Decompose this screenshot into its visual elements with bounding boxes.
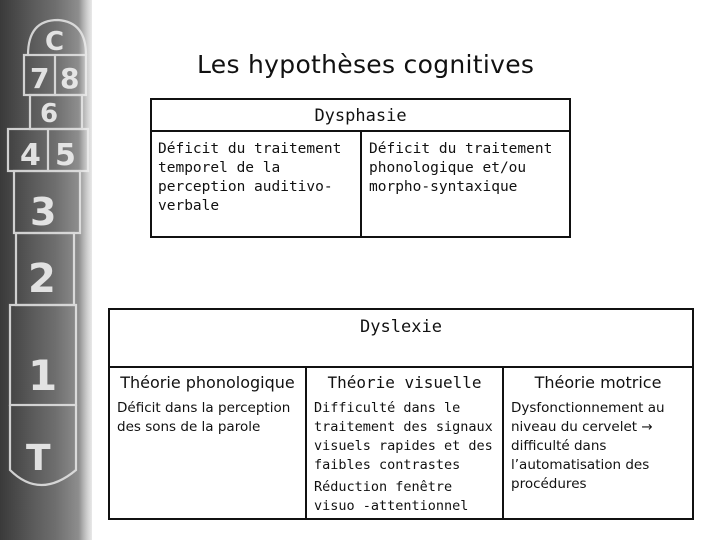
theory-motor-column bbox=[502, 366, 694, 520]
dysphasie-hypothesis-phonological: Déficit du traitement phonologique et/ou morpho-syntaxique bbox=[360, 130, 571, 238]
hop-char-8: 8 bbox=[60, 62, 80, 95]
hop-char-t: T bbox=[26, 438, 51, 479]
theory-visual-body: Difficulté dans le traitement des signaux visuels rapides et des faibles contrastes bbox=[314, 400, 493, 473]
dyslexie-header: Dyslexie bbox=[108, 308, 694, 368]
dysphasie-hypothesis-temporal: Déficit du traitement temporel de la perception auditivo-verbale bbox=[150, 130, 362, 238]
hop-char-c: C bbox=[45, 27, 65, 57]
theory-motor-body: Dysfonctionnement au niveau du cervelet → difficulté dans l’automatisation des procédures bbox=[511, 400, 665, 492]
theory-visual-column bbox=[305, 366, 504, 520]
hop-char-1: 1 bbox=[28, 351, 58, 400]
hop-char-3: 3 bbox=[30, 190, 57, 234]
hopscotch-drawing bbox=[0, 0, 92, 540]
theory-phonological-column bbox=[108, 366, 307, 520]
theory-visual-extra: Réduction fenêtre visuo -attentionnel bbox=[314, 479, 469, 514]
hop-char-5: 5 bbox=[55, 138, 76, 173]
hop-char-7: 7 bbox=[30, 62, 50, 95]
theory-visual-title: Théorie visuelle bbox=[327, 373, 482, 392]
hop-char-4: 4 bbox=[20, 138, 41, 173]
slide-title: Les hypothèses cognitives bbox=[197, 50, 535, 79]
hopscotch-decoration bbox=[0, 0, 92, 540]
hop-char-2: 2 bbox=[28, 256, 56, 302]
theory-motor-title: Théorie motrice bbox=[534, 373, 662, 392]
theory-phonological-body: Déficit dans la perception des sons de la parole bbox=[117, 400, 291, 435]
theory-phonological-title: Théorie phonologique bbox=[120, 373, 295, 392]
dysphasie-header: Dysphasie bbox=[150, 98, 571, 132]
strip-fade bbox=[80, 0, 110, 540]
hop-char-6: 6 bbox=[40, 99, 59, 129]
